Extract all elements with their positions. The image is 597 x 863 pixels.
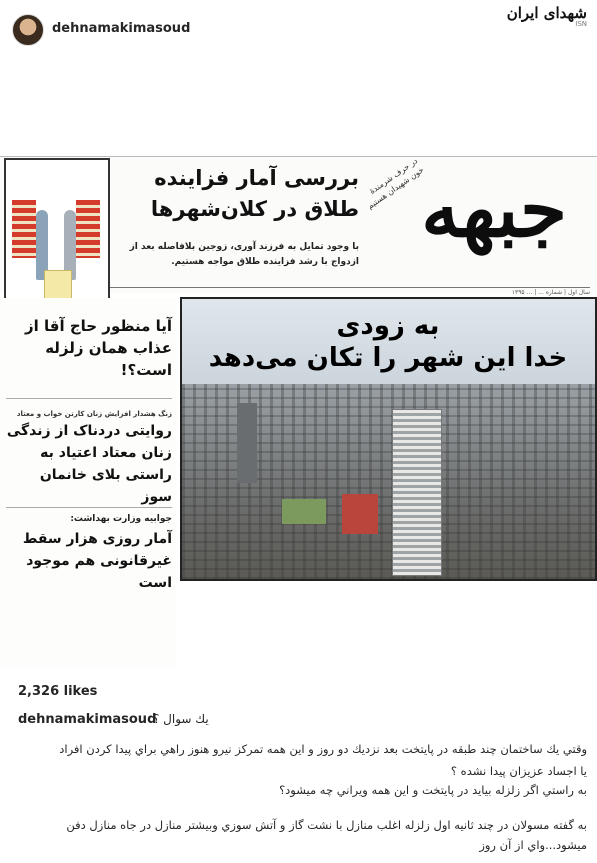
city-photo — [180, 297, 597, 581]
photo-building — [342, 494, 378, 534]
caption-line: به گفته مسولان در چند ثانيه اول زلزله اغلب منازل با نشت گاز و آتش سوزي وبيشتر منازل در جاه منازل دفن — [66, 818, 587, 832]
caption-line: ميشود...واي از آن روز — [479, 838, 587, 852]
caption-line: وقتي يك ساختمان چند طبقه در پايتخت بعد نزديك دو روز و اين همه تمركز نيرو هنوز راهي براي پيدا كردن افراد — [59, 742, 587, 756]
photo-headline-1: به زودی — [336, 311, 440, 341]
photo-building — [237, 403, 257, 483]
top-subhead: با وجود تمایل به فرزند آوری، زوجین بلافاصله بعد از ازدواج با رشد فزاینده طلاق مواجه هستیم. — [129, 242, 359, 267]
left-story-3-kicker: جوابیه وزارت بهداشت: — [70, 514, 172, 524]
likes-count[interactable]: 2,326 likes — [18, 684, 98, 699]
caption-line: يا اجساد عزيزان پيدا نشده ؟ — [450, 764, 587, 778]
username-link[interactable]: dehnamakimasoud — [52, 21, 191, 36]
caption-username[interactable]: dehnamakimasoud — [18, 712, 157, 727]
watermark-text: شهدای ایران — [506, 4, 587, 22]
left-story-3: آمار روزی هزار سقط غیرقانونی هم موجود است — [22, 531, 172, 591]
left-story-1: آیا منظور حاج آقا از عذاب همان زلزله است؟! — [25, 317, 172, 379]
photo-headline-2: خدا این شهر را تکان می‌دهد — [208, 343, 568, 373]
left-story-2: روایتی دردناک از زندگی زنان معتاد اعتیاد به راستی بلای خانمان سوز — [6, 423, 172, 505]
newspaper-masthead: جبهه — [421, 165, 567, 254]
column-divider — [6, 398, 172, 399]
top-headline: بررسی آمار فزاینده طلاق در کلان‌شهرها — [150, 166, 359, 221]
column-divider — [6, 507, 172, 508]
dateline-text: سال اول | شماره ... | ... ۱۳۹۵ — [511, 289, 590, 296]
masthead-tagline: در حرف شرمندهٔ خون شهیدان هستیم — [365, 156, 426, 211]
photo-building — [282, 499, 326, 524]
left-story-2-kicker: زنگ هشدار افزایش زنان کارتن خواب و معتاد — [16, 410, 172, 418]
watermark-sub: ISN — [575, 20, 587, 28]
folders-left-icon — [12, 200, 36, 258]
folders-right-icon — [76, 200, 100, 258]
caption-line: به راستي اگر زلزله بيايد در پايتخت و اين همه ويراني چه ميشود؟ — [279, 783, 587, 797]
dateline — [110, 287, 590, 296]
caption-question: يك سوال ؟ — [153, 712, 209, 726]
photo-tower — [392, 409, 442, 576]
